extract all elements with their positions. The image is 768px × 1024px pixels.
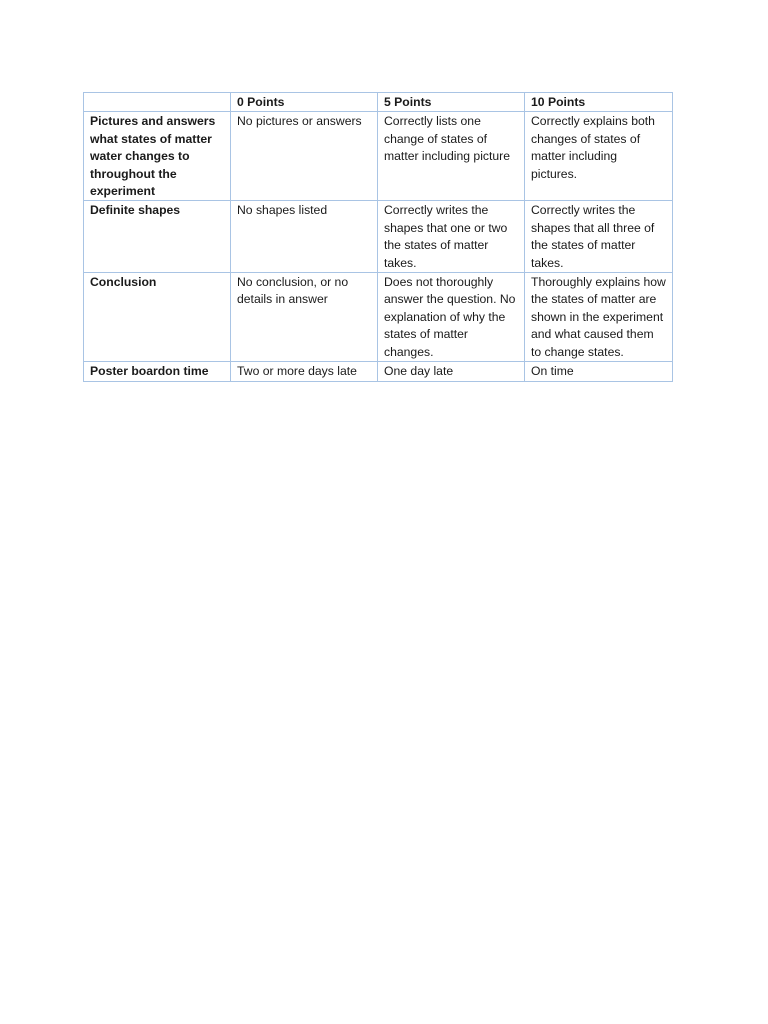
criterion-cell: Pictures and answers what states of matter water changes to throughout the experiment: [84, 112, 231, 201]
criterion-cell: Poster boardon time: [84, 362, 231, 381]
rubric-corner-cell: [84, 93, 231, 112]
grading-rubric-table: [83, 92, 673, 382]
score-cell-10-points: Thoroughly explains how the states of matter are shown in the experiment and what caused them to change states.: [525, 273, 673, 362]
rubric-header-row: [84, 93, 673, 112]
score-cell-0-points: Two or more days late: [231, 362, 378, 381]
level-header-5-points: 5 Points: [378, 93, 525, 112]
score-cell-5-points: Does not thoroughly answer the question. No explanation of why the states of matter changes.: [378, 273, 525, 362]
score-cell-5-points: Correctly lists one change of states of matter including picture: [378, 112, 525, 201]
rubric-row-poster-board-on-time: [84, 362, 673, 381]
rubric-row-conclusion: [84, 273, 673, 362]
level-header-0-points: 0 Points: [231, 93, 378, 112]
level-header-10-points: 10 Points: [525, 93, 673, 112]
score-cell-5-points: One day late: [378, 362, 525, 381]
criterion-cell: Conclusion: [84, 273, 231, 362]
criterion-cell: Definite shapes: [84, 201, 231, 273]
score-cell-0-points: No shapes listed: [231, 201, 378, 273]
score-cell-10-points: On time: [525, 362, 673, 381]
score-cell-0-points: No pictures or answers: [231, 112, 378, 201]
rubric-row-pictures-and-answers: [84, 112, 673, 201]
score-cell-5-points: Correctly writes the shapes that one or two the states of matter takes.: [378, 201, 525, 273]
rubric-row-definite-shapes: [84, 201, 673, 273]
score-cell-0-points: No conclusion, or no details in answer: [231, 273, 378, 362]
score-cell-10-points: Correctly writes the shapes that all three of the states of matter takes.: [525, 201, 673, 273]
score-cell-10-points: Correctly explains both changes of states of matter including pictures.: [525, 112, 673, 201]
